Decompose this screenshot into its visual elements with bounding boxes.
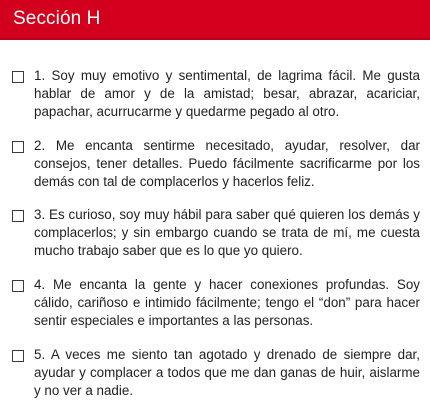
section-header [0,0,430,40]
item-2-checkbox[interactable] [12,141,24,153]
item-1-checkbox[interactable] [12,71,24,83]
section-title: Sección H [13,8,101,29]
item-4-checkbox[interactable] [12,280,24,292]
item-4-text: 4. Me encanta la gente y hacer conexiones profundas. Soy cálido, cariñoso e intimido fácilmente; tengo el “don” para hacer sentir especiales e importantes a las personas. [34,277,420,328]
item-2-text: 2. Me encanta sentirme necesitado, ayudar, resolver, dar consejos, tener detalles. Puedo fácilmente sacrificarme por los demás con tal de complacerlos y hacerlos feliz. [34,138,420,189]
item-5-checkbox[interactable] [12,350,24,362]
item-3-text: 3. Es curioso, soy muy hábil para saber qué quieren los demás y complacerlos; y sin embargo cuando se trata de mí, me cuesta mucho trabajo saber que es lo que yo quiero. [34,207,420,258]
item-3-checkbox[interactable] [12,210,24,222]
item-1-text: 1. Soy muy emotivo y sentimental, de lagrima fácil. Me gusta hablar de amor y de la amistad; besar, abrazar, acariciar, papachar, acurrucarme y quedarme pegado al otro. [34,68,420,119]
item-5-text: 5. A veces me siento tan agotado y drenado de siempre dar, ayudar y complacer a todos que me dan ganas de huir, aislarme y no ver a nadie. [34,347,420,398]
